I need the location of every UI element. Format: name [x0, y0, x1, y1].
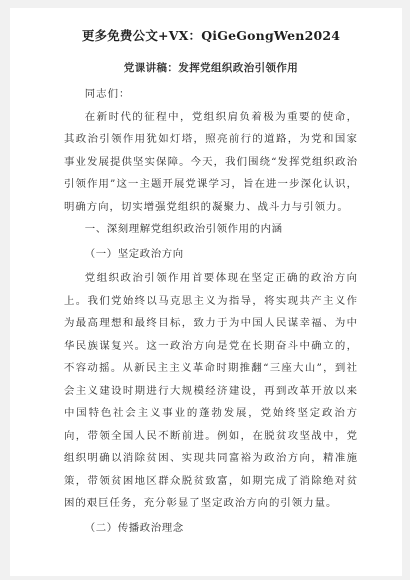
- body-paragraph-1: 党组织政治引领作用首要体现在坚定正确的政治方向上。我们党始终以马克思主义为指导，将实现共产主义作为最高理想和最终目标，致力于为中国人民谋幸福、为中华民族谋复兴。这一政治方向是党在长期奋斗中确立的，不容动摇。从新民主主义革命时期推翻“三座大山”，到社会主义建设时期进行大规模经济建设，再到改革开放以来中国特色社会主义事业的蓬勃发展，党始终坚定政治方向，带领全国人民不断前进。例如，在脱贫攻坚战中，党组织明确以消除贫困、实现共同富裕为政治方向，精准施策，带领贫困地区群众脱贫致富，如期完成了消除绝对贫困的艰巨任务，充分彰显了坚定政治方向的引领力量。: [64, 272, 358, 509]
- intro-paragraph: 在新时代的征程中，党组织肩负着极为重要的使命，其政治引领作用犹如灯塔，照亮前行的道路，为党和国家事业发展提供坚实保障。今天，我们围绕“发挥党组织政治引领作用”这一主题开展党课学习，旨在进一步深化认识，明确方向，切实增强党组织的凝聚力、战斗力与引领力。: [64, 110, 358, 213]
- salutation: 同志们：: [84, 88, 131, 100]
- document-page: [10, 8, 402, 576]
- promo-header: 更多免费公文+VX：QiGeGongWen2024: [81, 28, 341, 43]
- subsection-heading-1: （一）坚定政治方向: [84, 247, 184, 260]
- section-heading-1: 一、深刻理解党组织政治引领作用的内涵: [84, 223, 283, 235]
- subsection-heading-2: （二）传播政治理念: [84, 521, 184, 534]
- document-title: 党课讲稿：发挥党组织政治引领作用: [123, 62, 299, 74]
